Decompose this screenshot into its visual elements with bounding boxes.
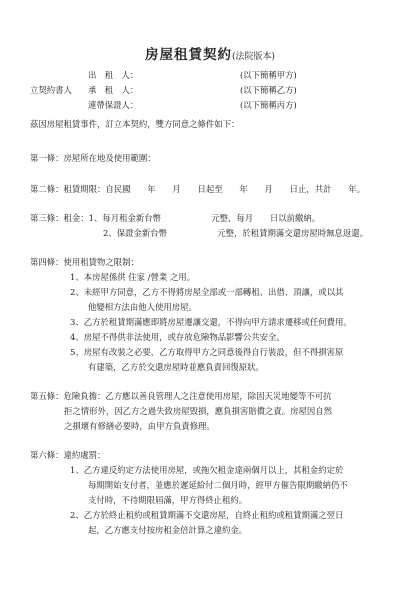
article-4-heading: 第四條：使用租賃物之限制： xyxy=(30,257,139,267)
article-6-heading: 第六條：違約處罰： xyxy=(30,450,106,460)
lessor-role: 出 租 人： xyxy=(88,70,139,80)
article-4-item-2a: 2、未經甲方同意，乙方不得將房屋全部或一部轉租、出借、頂讓，或以其 xyxy=(70,287,344,297)
article-4-item-2b: 他變相方法由他人使用房屋。 xyxy=(88,302,197,312)
document-title xyxy=(0,46,420,65)
article-5-line-2: 拒之情形外，因乙方之過失致房屋毀損，應負損害賠償之責。房屋因自然 xyxy=(64,406,332,416)
article-4-item-1: 1、本房屋係供 住家 /營業 之用。 xyxy=(70,272,196,282)
article-6-item-1a: 1、乙方違反約定方法使用房屋，或拖欠租金達兩個月以上，其租金約定於 xyxy=(70,465,344,475)
article-4-item-5b: 有建築，乙方於交還房屋時並應負責回復原狀。 xyxy=(88,362,264,372)
title-subtitle: (法院版本) xyxy=(231,52,276,62)
guarantor-role: 連帶保證人： xyxy=(88,100,139,110)
article-5-line-1: 第五條：危險負擔：乙方應以善良管理人之注意使用房屋，除因天災地變等不可抗 xyxy=(30,391,332,401)
article-6-item-1c: 支付時，不待期限屆滿，甲方得終止租約。 xyxy=(88,495,248,505)
parties-label: 立契約書人 xyxy=(30,85,72,95)
article-4-item-3: 3、乙方於租賃期滿應即將房屋遷讓交還，不得向甲方請求遷移或任何費用。 xyxy=(70,317,352,327)
article-1: 第一條：房屋所在地及使用範圍： xyxy=(30,153,156,163)
article-4-item-5a: 5、房屋有改裝之必要，乙方取得甲方之同意後得自行裝設，但不得損害原 xyxy=(70,347,344,357)
article-2: 第二條：租賃期限：自民國 年 月 日起至 年 月 日止，共計 年。 xyxy=(30,184,365,194)
lessee-alias: (以下簡稱乙方) xyxy=(240,85,297,95)
title-main: 房屋租賃契約 xyxy=(144,47,232,63)
lessor-alias: (以下簡稱甲方) xyxy=(240,70,297,80)
article-4-item-4: 4、房屋不得供非法使用，或存放危險物品影響公共安全。 xyxy=(70,332,285,342)
lessee-role: 承 租 人： xyxy=(88,85,139,95)
preamble: 茲因房屋租賃事件，訂立本契約，雙方同意之條件如下： xyxy=(30,119,240,129)
article-6-item-1b: 每期開始支付者，並應於遲延給付二個月時，經甲方催告限期繳納仍不 xyxy=(88,480,348,490)
article-3-line-1: 第三條：租金：1、每月租金新台幣 元整，每月 日以前繳納。 xyxy=(30,213,321,223)
article-3-line-2: 2、保證金新台幣 元整，於租賃期滿交還房屋時無息返還。 xyxy=(103,228,368,238)
article-6-item-2b: 起，乙方應支付按房租金倍計算之違約金。 xyxy=(88,525,248,535)
guarantor-alias: (以下簡稱丙方) xyxy=(240,100,297,110)
article-6-item-2a: 2、乙方於終止租約或租賃期滿不交還房屋，自終止租約或租賃期滿之翌日 xyxy=(70,510,344,520)
article-5-line-3: 之損壞有修繕必要時，由甲方負責修理。 xyxy=(64,421,215,431)
